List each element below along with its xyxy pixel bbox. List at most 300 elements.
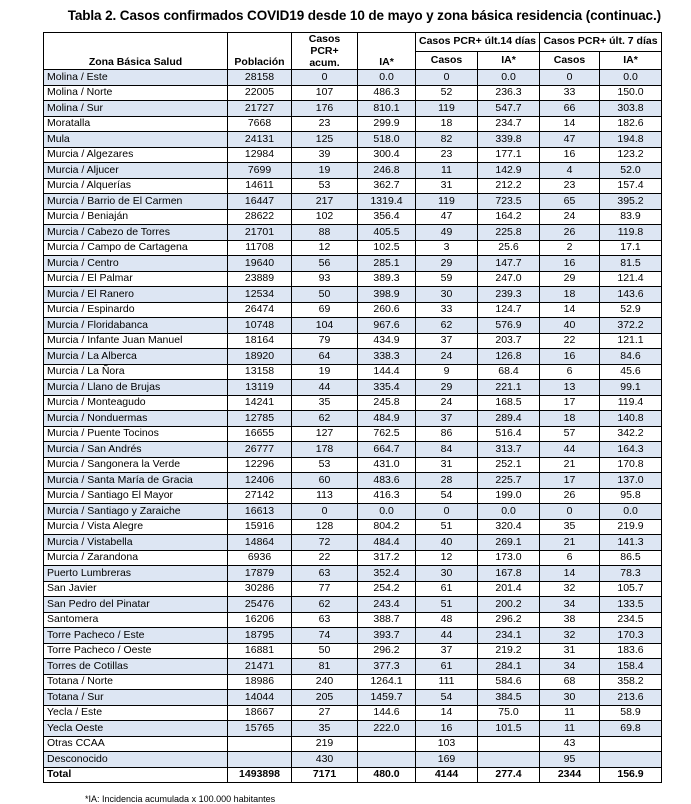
cell-pcr-acum: 178 bbox=[292, 442, 358, 458]
cell-ia-7: 372.2 bbox=[600, 318, 662, 334]
cell-poblacion: 11708 bbox=[228, 240, 292, 256]
cell-ia: 144.4 bbox=[358, 364, 416, 380]
cell-zona: Murcia / Campo de Cartagena bbox=[44, 240, 228, 256]
cell-pcr-acum: 81 bbox=[292, 659, 358, 675]
cell-ia-7: 123.2 bbox=[600, 147, 662, 163]
table-row bbox=[44, 302, 662, 318]
cell-casos-7: 26 bbox=[540, 225, 600, 241]
cell-ia: 254.2 bbox=[358, 581, 416, 597]
cell-ia-7: 121.4 bbox=[600, 271, 662, 287]
cell-ia-14: 547.7 bbox=[478, 101, 540, 117]
cell-ia: 398.9 bbox=[358, 287, 416, 303]
cell-ia: 389.3 bbox=[358, 271, 416, 287]
cell-ia-14: 296.2 bbox=[478, 612, 540, 628]
cell-ia-7: 140.8 bbox=[600, 411, 662, 427]
cell-casos-14: 24 bbox=[416, 395, 478, 411]
cell-ia-7: 395.2 bbox=[600, 194, 662, 210]
cell-ia-14: 173.0 bbox=[478, 550, 540, 566]
cell-zona: Murcia / Alquerías bbox=[44, 178, 228, 194]
cell-ia-14: 516.4 bbox=[478, 426, 540, 442]
cell-pcr-acum: 23 bbox=[292, 116, 358, 132]
cell-ia: 1264.1 bbox=[358, 674, 416, 690]
cell-pcr-acum: 102 bbox=[292, 209, 358, 225]
table-row bbox=[44, 116, 662, 132]
cell-pcr-acum: 22 bbox=[292, 550, 358, 566]
header-casos-14: Casos bbox=[416, 51, 478, 70]
cell-poblacion: 21471 bbox=[228, 659, 292, 675]
cell-pcr-acum: 240 bbox=[292, 674, 358, 690]
cell-zona: Murcia / Vista Alegre bbox=[44, 519, 228, 535]
cell-poblacion: 7668 bbox=[228, 116, 292, 132]
cell-ia-7: 121.1 bbox=[600, 333, 662, 349]
cell-zona: Totana / Sur bbox=[44, 690, 228, 706]
cell-ia-7: 137.0 bbox=[600, 473, 662, 489]
cell-ia-7: 213.6 bbox=[600, 690, 662, 706]
cell-ia-14: 236.3 bbox=[478, 85, 540, 101]
table-row bbox=[44, 271, 662, 287]
cell-casos-7: 38 bbox=[540, 612, 600, 628]
cell-casos-14: 54 bbox=[416, 488, 478, 504]
cell-casos-14: 51 bbox=[416, 519, 478, 535]
table-row bbox=[44, 163, 662, 179]
cell-casos-14: 24 bbox=[416, 349, 478, 365]
cell-casos-7: 32 bbox=[540, 628, 600, 644]
cell-casos-7: 6 bbox=[540, 364, 600, 380]
cell-poblacion: 25476 bbox=[228, 597, 292, 613]
table-row bbox=[44, 550, 662, 566]
cell-ia: 388.7 bbox=[358, 612, 416, 628]
cell-ia-14: 320.4 bbox=[478, 519, 540, 535]
cell-ia: 393.7 bbox=[358, 628, 416, 644]
total-ia: 480.0 bbox=[358, 767, 416, 783]
cell-poblacion: 26474 bbox=[228, 302, 292, 318]
cell-ia-7: 86.5 bbox=[600, 550, 662, 566]
cell-ia-14: 168.5 bbox=[478, 395, 540, 411]
cell-ia: 296.2 bbox=[358, 643, 416, 659]
cell-ia: 299.9 bbox=[358, 116, 416, 132]
cell-zona: Desconocido bbox=[44, 752, 228, 768]
cell-zona: Murcia / Llano de Brujas bbox=[44, 380, 228, 396]
table-row bbox=[44, 736, 662, 752]
table-row bbox=[44, 364, 662, 380]
cell-ia: 416.3 bbox=[358, 488, 416, 504]
cell-zona: Murcia / Aljucer bbox=[44, 163, 228, 179]
cell-ia: 335.4 bbox=[358, 380, 416, 396]
cell-pcr-acum: 176 bbox=[292, 101, 358, 117]
cell-casos-14: 84 bbox=[416, 442, 478, 458]
cell-casos-7: 31 bbox=[540, 643, 600, 659]
cell-pcr-acum: 56 bbox=[292, 256, 358, 272]
cell-ia-7: 58.9 bbox=[600, 705, 662, 721]
cell-pcr-acum: 63 bbox=[292, 612, 358, 628]
cell-casos-7: 34 bbox=[540, 659, 600, 675]
table-row bbox=[44, 473, 662, 489]
cell-casos-7: 14 bbox=[540, 116, 600, 132]
cell-zona: Torres de Cotillas bbox=[44, 659, 228, 675]
cell-poblacion: 15765 bbox=[228, 721, 292, 737]
cell-poblacion: 12984 bbox=[228, 147, 292, 163]
cell-casos-14: 52 bbox=[416, 85, 478, 101]
table-row bbox=[44, 597, 662, 613]
cell-ia: 518.0 bbox=[358, 132, 416, 148]
cell-poblacion bbox=[228, 736, 292, 752]
cell-casos-14: 169 bbox=[416, 752, 478, 768]
cell-pcr-acum: 50 bbox=[292, 287, 358, 303]
cell-pcr-acum: 12 bbox=[292, 240, 358, 256]
table-row bbox=[44, 442, 662, 458]
cell-pcr-acum: 19 bbox=[292, 163, 358, 179]
cell-poblacion: 16881 bbox=[228, 643, 292, 659]
cell-ia-7 bbox=[600, 752, 662, 768]
cell-casos-7: 30 bbox=[540, 690, 600, 706]
cell-zona: Murcia / Cabezo de Torres bbox=[44, 225, 228, 241]
cell-ia-14: 289.4 bbox=[478, 411, 540, 427]
cell-ia-14: 221.1 bbox=[478, 380, 540, 396]
cell-casos-14: 28 bbox=[416, 473, 478, 489]
cell-casos-14: 59 bbox=[416, 271, 478, 287]
cell-poblacion: 26777 bbox=[228, 442, 292, 458]
cell-ia: 300.4 bbox=[358, 147, 416, 163]
cell-casos-14: 37 bbox=[416, 333, 478, 349]
table-row bbox=[44, 147, 662, 163]
cell-ia: 810.1 bbox=[358, 101, 416, 117]
cell-poblacion: 18164 bbox=[228, 333, 292, 349]
cell-ia-7: 150.0 bbox=[600, 85, 662, 101]
cell-ia-7: 45.6 bbox=[600, 364, 662, 380]
cell-zona: Murcia / Infante Juan Manuel bbox=[44, 333, 228, 349]
cell-ia-7: 170.3 bbox=[600, 628, 662, 644]
table-row bbox=[44, 643, 662, 659]
cell-ia-7: 52.9 bbox=[600, 302, 662, 318]
cell-ia: 0.0 bbox=[358, 504, 416, 520]
cell-poblacion: 14044 bbox=[228, 690, 292, 706]
cell-zona: Murcia / Puente Tocinos bbox=[44, 426, 228, 442]
cell-ia: 664.7 bbox=[358, 442, 416, 458]
cell-ia-7: 17.1 bbox=[600, 240, 662, 256]
cell-pcr-acum: 62 bbox=[292, 597, 358, 613]
cell-casos-14: 33 bbox=[416, 302, 478, 318]
header-pcr-7: Casos PCR+ últ. 7 días bbox=[540, 33, 662, 52]
cell-ia-7: 95.8 bbox=[600, 488, 662, 504]
cell-ia-14: 0.0 bbox=[478, 504, 540, 520]
cell-ia: 431.0 bbox=[358, 457, 416, 473]
cell-casos-7: 4 bbox=[540, 163, 600, 179]
cell-zona: Murcia / Nonduermas bbox=[44, 411, 228, 427]
cell-ia-14: 101.5 bbox=[478, 721, 540, 737]
cell-pcr-acum: 219 bbox=[292, 736, 358, 752]
cell-poblacion: 18920 bbox=[228, 349, 292, 365]
table-row bbox=[44, 101, 662, 117]
table-row bbox=[44, 132, 662, 148]
cell-poblacion bbox=[228, 752, 292, 768]
table-row bbox=[44, 488, 662, 504]
cell-casos-14: 82 bbox=[416, 132, 478, 148]
cell-ia-14: 212.2 bbox=[478, 178, 540, 194]
cell-pcr-acum: 107 bbox=[292, 85, 358, 101]
cell-zona: Santomera bbox=[44, 612, 228, 628]
cell-pcr-acum: 27 bbox=[292, 705, 358, 721]
table-row bbox=[44, 318, 662, 334]
cell-casos-7: 6 bbox=[540, 550, 600, 566]
cell-poblacion: 21701 bbox=[228, 225, 292, 241]
cell-poblacion: 6936 bbox=[228, 550, 292, 566]
cell-ia: 762.5 bbox=[358, 426, 416, 442]
cell-poblacion: 13119 bbox=[228, 380, 292, 396]
cell-casos-7: 34 bbox=[540, 597, 600, 613]
cell-ia-14: 164.2 bbox=[478, 209, 540, 225]
cell-zona: Murcia / Zarandona bbox=[44, 550, 228, 566]
covid-cases-table bbox=[43, 32, 662, 783]
cell-zona: Murcia / La Ñora bbox=[44, 364, 228, 380]
cell-zona: San Javier bbox=[44, 581, 228, 597]
header-row-top bbox=[44, 33, 662, 52]
table-row bbox=[44, 659, 662, 675]
cell-poblacion: 12534 bbox=[228, 287, 292, 303]
cell-poblacion: 18795 bbox=[228, 628, 292, 644]
cell-ia-14: 147.7 bbox=[478, 256, 540, 272]
cell-zona: Murcia / Santiago y Zaraiche bbox=[44, 504, 228, 520]
cell-zona: Molina / Sur bbox=[44, 101, 228, 117]
cell-zona: Murcia / Centro bbox=[44, 256, 228, 272]
cell-pcr-acum: 0 bbox=[292, 70, 358, 86]
cell-casos-7: 22 bbox=[540, 333, 600, 349]
cell-casos-7: 66 bbox=[540, 101, 600, 117]
cell-ia-14: 68.4 bbox=[478, 364, 540, 380]
header-casos-7: Casos bbox=[540, 51, 600, 70]
cell-poblacion: 12406 bbox=[228, 473, 292, 489]
cell-ia-7: 141.3 bbox=[600, 535, 662, 551]
cell-poblacion: 16206 bbox=[228, 612, 292, 628]
cell-pcr-acum: 128 bbox=[292, 519, 358, 535]
cell-zona: Moratalla bbox=[44, 116, 228, 132]
table-row bbox=[44, 349, 662, 365]
cell-zona: Puerto Lumbreras bbox=[44, 566, 228, 582]
cell-pcr-acum: 69 bbox=[292, 302, 358, 318]
header-ia-7: IA* bbox=[600, 51, 662, 70]
table-row bbox=[44, 209, 662, 225]
cell-poblacion: 18667 bbox=[228, 705, 292, 721]
cell-poblacion: 28622 bbox=[228, 209, 292, 225]
cell-ia-14: 225.8 bbox=[478, 225, 540, 241]
table-row bbox=[44, 752, 662, 768]
cell-casos-7: 43 bbox=[540, 736, 600, 752]
cell-casos-14: 0 bbox=[416, 70, 478, 86]
cell-casos-14: 40 bbox=[416, 535, 478, 551]
cell-zona: Yecla Oeste bbox=[44, 721, 228, 737]
cell-casos-14: 103 bbox=[416, 736, 478, 752]
cell-pcr-acum: 60 bbox=[292, 473, 358, 489]
cell-casos-14: 0 bbox=[416, 504, 478, 520]
cell-pcr-acum: 63 bbox=[292, 566, 358, 582]
cell-ia-14: 177.1 bbox=[478, 147, 540, 163]
cell-zona: San Pedro del Pinatar bbox=[44, 597, 228, 613]
table-row bbox=[44, 612, 662, 628]
table-row bbox=[44, 178, 662, 194]
header-ia: IA* bbox=[358, 33, 416, 70]
cell-ia-7: 170.8 bbox=[600, 457, 662, 473]
cell-casos-7: 47 bbox=[540, 132, 600, 148]
cell-poblacion: 28158 bbox=[228, 70, 292, 86]
table-row bbox=[44, 504, 662, 520]
cell-pcr-acum: 104 bbox=[292, 318, 358, 334]
cell-casos-14: 29 bbox=[416, 256, 478, 272]
cell-pcr-acum: 50 bbox=[292, 643, 358, 659]
cell-casos-14: 61 bbox=[416, 659, 478, 675]
cell-ia-14: 142.9 bbox=[478, 163, 540, 179]
cell-ia-7: 358.2 bbox=[600, 674, 662, 690]
cell-ia: 804.2 bbox=[358, 519, 416, 535]
total-casos-14: 4144 bbox=[416, 767, 478, 783]
cell-ia-7: 119.4 bbox=[600, 395, 662, 411]
cell-casos-14: 119 bbox=[416, 194, 478, 210]
cell-ia-14: 247.0 bbox=[478, 271, 540, 287]
cell-zona: Torre Pacheco / Oeste bbox=[44, 643, 228, 659]
cell-zona: Totana / Norte bbox=[44, 674, 228, 690]
cell-casos-7: 21 bbox=[540, 535, 600, 551]
cell-pcr-acum: 125 bbox=[292, 132, 358, 148]
cell-casos-7: 95 bbox=[540, 752, 600, 768]
cell-ia: 245.8 bbox=[358, 395, 416, 411]
table-row bbox=[44, 721, 662, 737]
header-zona: Zona Básica Salud bbox=[44, 33, 228, 70]
table-title: Tabla 2. Casos confirmados COVID19 desde 10 de mayo y zona básica residencia (continuac.) bbox=[67, 8, 661, 23]
cell-casos-14: 51 bbox=[416, 597, 478, 613]
cell-ia-7: 81.5 bbox=[600, 256, 662, 272]
cell-casos-7: 16 bbox=[540, 256, 600, 272]
cell-pcr-acum: 79 bbox=[292, 333, 358, 349]
cell-ia-7: 84.6 bbox=[600, 349, 662, 365]
cell-ia-14: 252.1 bbox=[478, 457, 540, 473]
cell-ia-14: 225.7 bbox=[478, 473, 540, 489]
cell-zona: Murcia / El Ranero bbox=[44, 287, 228, 303]
cell-pcr-acum: 72 bbox=[292, 535, 358, 551]
cell-casos-7: 0 bbox=[540, 70, 600, 86]
cell-zona: Molina / Este bbox=[44, 70, 228, 86]
cell-pcr-acum: 88 bbox=[292, 225, 358, 241]
cell-casos-7: 65 bbox=[540, 194, 600, 210]
cell-poblacion: 27142 bbox=[228, 488, 292, 504]
cell-casos-7: 68 bbox=[540, 674, 600, 690]
table-row bbox=[44, 395, 662, 411]
cell-ia-7: 219.9 bbox=[600, 519, 662, 535]
cell-poblacion: 14864 bbox=[228, 535, 292, 551]
cell-ia-14: 723.5 bbox=[478, 194, 540, 210]
cell-pcr-acum: 64 bbox=[292, 349, 358, 365]
cell-casos-7: 16 bbox=[540, 147, 600, 163]
cell-casos-7: 0 bbox=[540, 504, 600, 520]
cell-ia-14: 75.0 bbox=[478, 705, 540, 721]
cell-ia-14: 124.7 bbox=[478, 302, 540, 318]
cell-pcr-acum: 205 bbox=[292, 690, 358, 706]
cell-ia: 362.7 bbox=[358, 178, 416, 194]
table-row bbox=[44, 674, 662, 690]
cell-casos-14: 37 bbox=[416, 643, 478, 659]
cell-ia-7: 105.7 bbox=[600, 581, 662, 597]
cell-ia: 1319.4 bbox=[358, 194, 416, 210]
cell-zona: Murcia / San Andrés bbox=[44, 442, 228, 458]
cell-casos-7: 26 bbox=[540, 488, 600, 504]
cell-casos-7: 13 bbox=[540, 380, 600, 396]
cell-casos-7: 44 bbox=[540, 442, 600, 458]
cell-zona: Murcia / Algezares bbox=[44, 147, 228, 163]
cell-pcr-acum: 35 bbox=[292, 721, 358, 737]
cell-casos-14: 86 bbox=[416, 426, 478, 442]
header-poblacion: Población bbox=[228, 33, 292, 70]
cell-poblacion: 21727 bbox=[228, 101, 292, 117]
cell-pcr-acum: 39 bbox=[292, 147, 358, 163]
cell-casos-14: 14 bbox=[416, 705, 478, 721]
cell-pcr-acum: 53 bbox=[292, 178, 358, 194]
cell-poblacion: 18986 bbox=[228, 674, 292, 690]
cell-casos-14: 11 bbox=[416, 163, 478, 179]
cell-ia-14: 0.0 bbox=[478, 70, 540, 86]
cell-poblacion: 12296 bbox=[228, 457, 292, 473]
footnote: *IA: Incidencia acumulada x 100.000 habitantes bbox=[85, 794, 276, 804]
cell-poblacion: 10748 bbox=[228, 318, 292, 334]
cell-ia: 285.1 bbox=[358, 256, 416, 272]
cell-zona: Torre Pacheco / Este bbox=[44, 628, 228, 644]
cell-ia-7: 0.0 bbox=[600, 504, 662, 520]
cell-poblacion: 16655 bbox=[228, 426, 292, 442]
cell-ia: 243.4 bbox=[358, 597, 416, 613]
cell-zona: Otras CCAA bbox=[44, 736, 228, 752]
cell-ia-7: 342.2 bbox=[600, 426, 662, 442]
cell-pcr-acum: 35 bbox=[292, 395, 358, 411]
cell-casos-7: 23 bbox=[540, 178, 600, 194]
cell-ia: 246.8 bbox=[358, 163, 416, 179]
cell-zona: Murcia / Espinardo bbox=[44, 302, 228, 318]
cell-casos-7: 35 bbox=[540, 519, 600, 535]
cell-zona: Murcia / Floridabanca bbox=[44, 318, 228, 334]
cell-pcr-acum: 93 bbox=[292, 271, 358, 287]
cell-pcr-acum: 430 bbox=[292, 752, 358, 768]
cell-pcr-acum: 127 bbox=[292, 426, 358, 442]
cell-ia: 483.6 bbox=[358, 473, 416, 489]
total-label: Total bbox=[44, 767, 228, 783]
cell-ia-14: 199.0 bbox=[478, 488, 540, 504]
cell-casos-14: 48 bbox=[416, 612, 478, 628]
total-pcr-acum: 7171 bbox=[292, 767, 358, 783]
cell-zona: Murcia / Sangonera la Verde bbox=[44, 457, 228, 473]
cell-casos-7: 21 bbox=[540, 457, 600, 473]
cell-zona: Murcia / Santiago El Mayor bbox=[44, 488, 228, 504]
cell-zona: Murcia / El Palmar bbox=[44, 271, 228, 287]
cell-pcr-acum: 113 bbox=[292, 488, 358, 504]
cell-casos-7: 32 bbox=[540, 581, 600, 597]
cell-ia-14: 584.6 bbox=[478, 674, 540, 690]
cell-ia bbox=[358, 752, 416, 768]
cell-poblacion: 17879 bbox=[228, 566, 292, 582]
cell-casos-7: 18 bbox=[540, 411, 600, 427]
cell-zona: Murcia / Beniaján bbox=[44, 209, 228, 225]
cell-ia: 102.5 bbox=[358, 240, 416, 256]
table-row bbox=[44, 85, 662, 101]
table-row bbox=[44, 581, 662, 597]
header-pcr-acum: Casos PCR+ acum. bbox=[292, 33, 358, 70]
cell-ia: 338.3 bbox=[358, 349, 416, 365]
cell-casos-14: 37 bbox=[416, 411, 478, 427]
cell-pcr-acum: 53 bbox=[292, 457, 358, 473]
cell-ia bbox=[358, 736, 416, 752]
cell-zona: Murcia / Barrio de El Carmen bbox=[44, 194, 228, 210]
cell-pcr-acum: 0 bbox=[292, 504, 358, 520]
cell-ia-7: 158.4 bbox=[600, 659, 662, 675]
table-row bbox=[44, 535, 662, 551]
cell-pcr-acum: 19 bbox=[292, 364, 358, 380]
cell-ia-7: 52.0 bbox=[600, 163, 662, 179]
cell-ia-7: 99.1 bbox=[600, 380, 662, 396]
cell-ia-14: 384.5 bbox=[478, 690, 540, 706]
